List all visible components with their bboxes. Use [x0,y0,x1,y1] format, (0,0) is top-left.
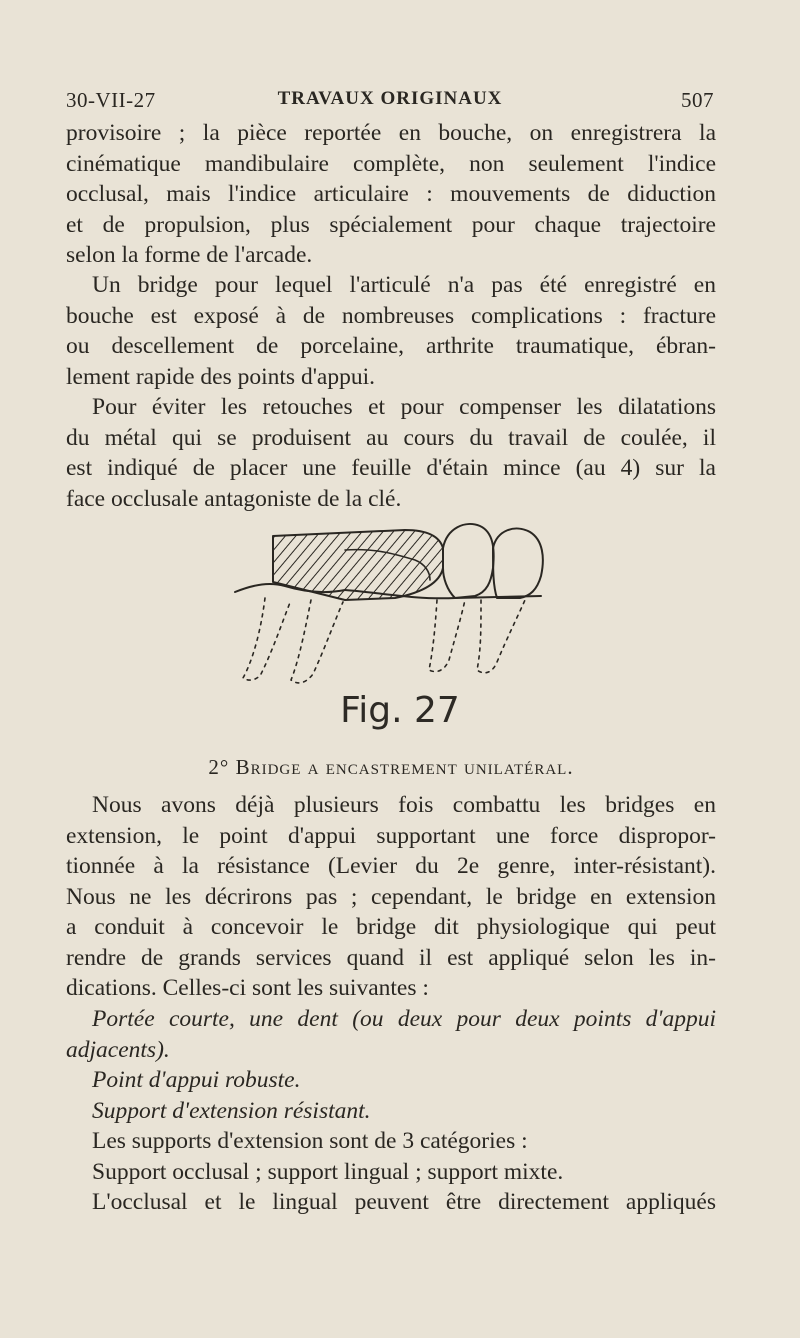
text-line: Pour éviter les retouches et pour compenser les dilatations [92,394,716,420]
paragraph-2 [66,270,716,392]
text-line: tionnée à la résistance (Levier du 2e genre, inter-résistant). [66,853,716,879]
text-line: extension, le point d'appui supportant une force dispropor- [66,822,716,849]
section-heading [66,755,716,780]
running-header [66,88,714,118]
text-line: bouche est exposé à de nombreuses complications : fracture [66,302,716,329]
italic-line: adjacents). [66,1036,170,1063]
text-line: Un bridge pour lequel l'articulé n'a pas été enregistré en [92,272,716,298]
italic-line: Portée courte, une dent (ou deux pour deux points d'appui [92,1006,716,1032]
crown-right [493,529,543,598]
header-date: 30-VII-27 [66,88,156,112]
text-line: et de propulsion, plus spécialement pour chaque trajectoire [66,211,716,238]
text-line: cinématique mandibulaire complète, non seulement l'indice [66,150,716,177]
text-line: lement rapide des points d'appui. [66,363,376,390]
text-line: a conduit à concevoir le bridge dit physiologique qui peut [66,914,716,940]
paragraph-4 [66,790,716,1004]
paragraph-5 [66,1126,716,1218]
text-line: rendre de grands services quand il est appliqué selon les in- [66,944,716,971]
page-number: 507 [681,88,714,112]
text-line: Nous ne les décrirons pas ; cependant, le bridge en extension [66,883,716,910]
figure-caption: Fig. 27 [340,690,460,731]
bridge-illustration [225,520,555,700]
crown-left [443,524,494,598]
text-line: occlusal, mais l'indice articulaire : mouvements de diduction [66,181,716,207]
italic-line: Point d'appui robuste. [92,1067,301,1093]
root-3 [429,600,465,672]
italic-line: Support d'extension résistant. [92,1097,371,1124]
root-4 [477,600,525,673]
section-title-text: Bridge a encastrement unilatéral. [235,755,574,779]
text-line: ou descellement de porcelaine, arthrite traumatique, ébran- [66,333,716,359]
text-line: dications. Celles-ci sont les suivantes : [66,975,429,1001]
text-line: Support occlusal ; support lingual ; support mixte. [92,1158,564,1185]
header-title: TRAVAUX ORIGINAUX [277,88,503,109]
text-line: est indiqué de placer une feuille d'étain mince (au 4) sur la [66,455,716,481]
paragraph-3 [66,392,716,514]
root-1 [243,598,291,680]
text-line: Les supports d'extension sont de 3 catégories : [92,1128,528,1154]
text-line: L'occlusal et le lingual peuvent être directement appliqués [92,1189,716,1215]
text-line: face occlusale antagoniste de la clé. [66,485,402,512]
paragraph-1 [66,118,716,271]
text-line: selon la forme de l'arcade. [66,242,313,268]
section-number: 2° [208,755,230,779]
text-line: provisoire ; la pièce reportée en bouche, on enregistrera la [66,120,716,146]
root-2 [291,600,343,683]
text-line: Nous avons déjà plusieurs fois combattu les bridges en [92,792,716,818]
italic-conditions [66,1004,716,1126]
text-line: du métal qui se produisent au cours du travail de coulée, il [66,424,716,451]
